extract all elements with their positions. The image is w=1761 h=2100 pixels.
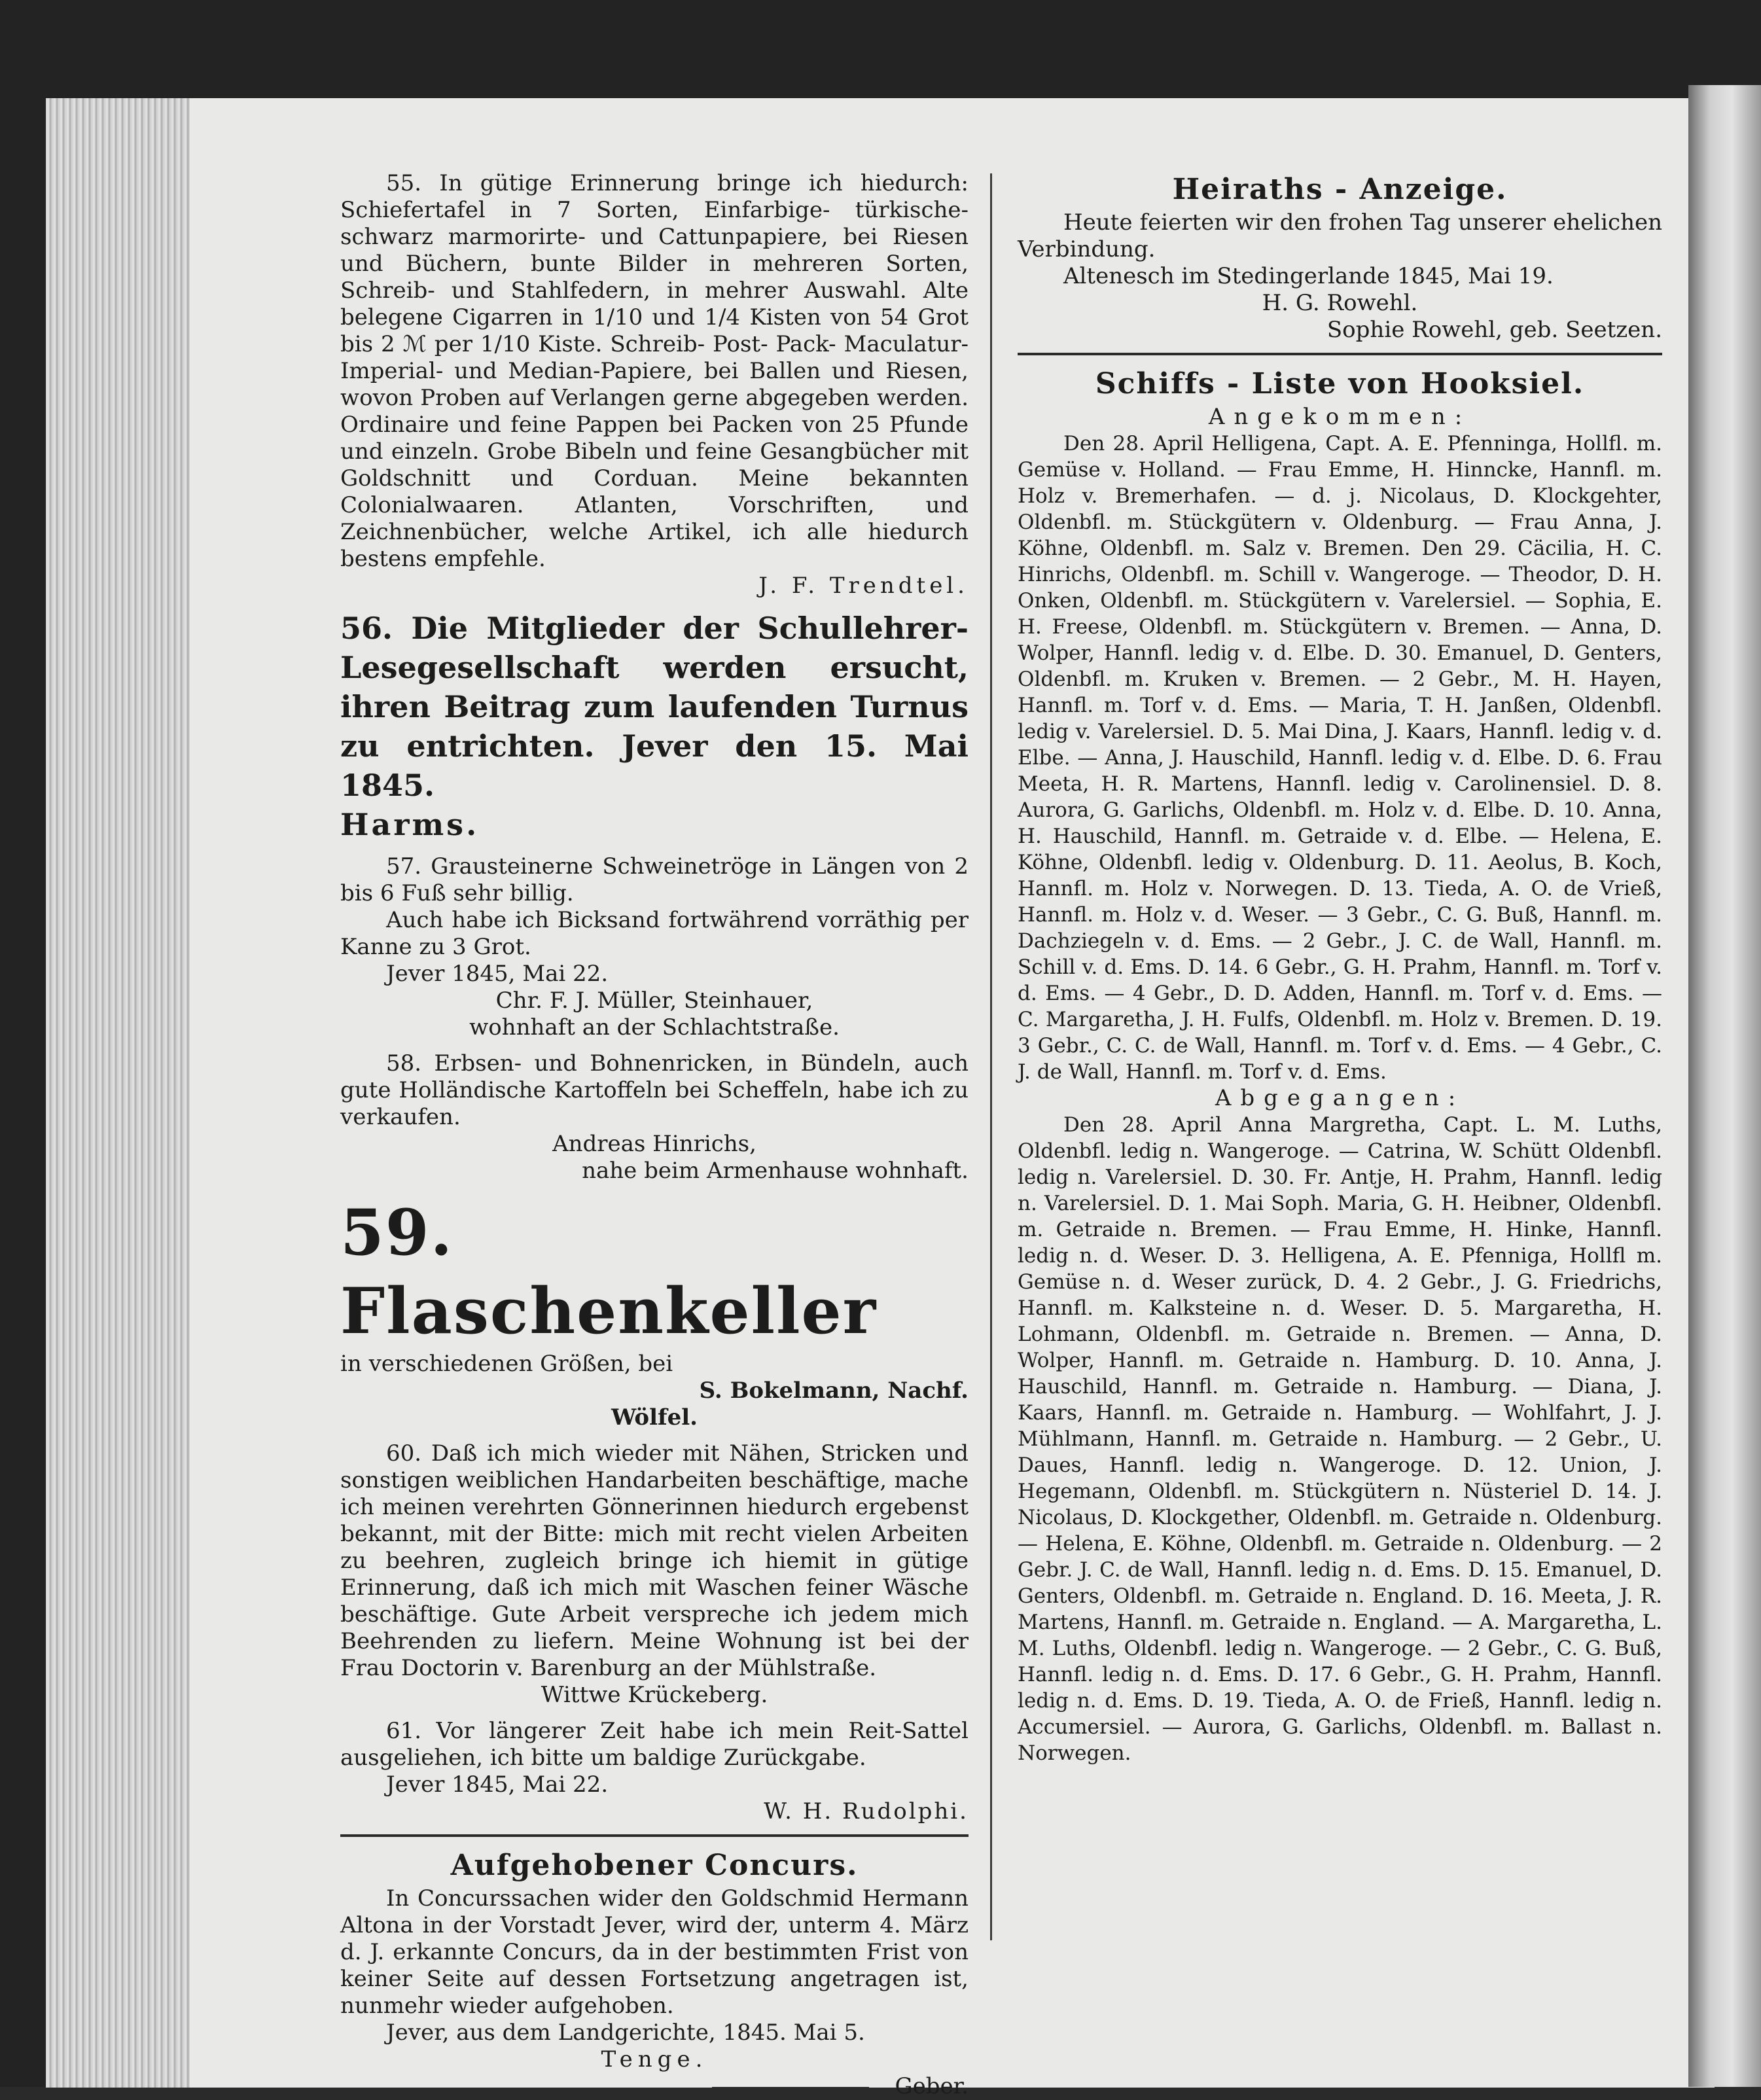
- ad-60: [340, 1440, 969, 1709]
- section-rule-right: [1018, 353, 1662, 355]
- left-column: [340, 170, 969, 2100]
- marriage-name1: H. G. Rowehl.: [1262, 290, 1418, 316]
- ad-57-signature: Chr. F. J. Müller, Steinhauer,: [495, 988, 813, 1014]
- ad-61-signature: W. H. Rudolphi.: [764, 1798, 969, 1824]
- ad-61-date: Jever 1845, Mai 22.: [386, 1771, 609, 1798]
- ad-59-title: 59. Flaschenkeller: [340, 1196, 878, 1348]
- concurs-date: Jever, aus dem Landgerichte, 1845. Mai 5.: [386, 2020, 865, 2046]
- ship-list-title: Schiffs - Liste von Hooksiel.: [1095, 367, 1585, 400]
- ad-60-text: 60. Daß ich mich wieder mit Nähen, Stricken und sonstigen weiblichen Handarbeiten beschäftige, mache ich meinen verehrten Gönnerinnen hiedurch ergebenst bekannt, mit der Bitte: mich mit recht vielen Arbeiten zu beehren, zugleich bringe ich hiemit in gütige Erinnerung, daß ich mich mit Waschen feiner Wäsche beschäftige. Gute Arbeit verspreche ich jedem mich Beehrenden zu liefern. Meine Wohnung ist bei der Frau Doctorin v. Barenburg an der Mühlstraße.: [340, 1440, 969, 1681]
- arrived-list: Den 28. April Helligena, Capt. A. E. Pfenninga, Hollfl. m. Gemüse v. Holland. — Frau Emme, H. Hinncke, Hannfl. m. Holz v. Bremerhafen. — d. j. Nicolaus, D. Klockgehter, Oldenbfl. m. Stückgütern v. Oldenburg. — Frau Anna, J. Köhne, Oldenbfl. m. Salz v. Bremen. Den 29. Cäcilia, H. C. Hinrichs, Oldenbfl. m. Schill v. Wangeroge. — Theodor, D. H. Onken, Oldenbfl. m. Stückgütern v. Varelersiel. — Sophia, E. H. Freese, Oldenbfl. m. Stückgütern v. Bremen. — Anna, D. Wolper, Hannfl. ledig v. d. Elbe. D. 30. Emanuel, D. Genters, Oldenbfl. m. Kruken v. Bremen. — 2 Gebr., M. H. Hayen, Hannfl. m. Torf v. d. Ems. — Maria, T. H. Janßen, Oldenbfl. ledig v. Varelersiel. D. 5. Mai Dina, J. Kaars, Hannfl. ledig v. d. Elbe. — Anna, J. Hauschild, Hannfl. ledig v. d. Elbe. D. 6. Frau Meeta, H. R. Martens, Hannfl. ledig v. Carolinensiel. D. 8. Aurora, G. Garlichs, Oldenbfl. m. Holz v. d. Elbe. D. 10. Anna, H. Hauschild, Hannfl. m. Getraide v. d. Elbe. — Helena, E. Köhne, Oldenbfl. ledig v. Oldenburg. D. 11. Aeolus, B. Koch, Hannfl. m. Holz v. Norwegen. D. 13. Tieda, A. O. de Vrieß, Hannfl. m. Holz v. d. Weser. — 3 Gebr., C. G. Buß, Hannfl. m. Dachziegeln v. d. Ems. — 2 Gebr., J. C. de Wall, Hannfl. m. Schill v. d. Ems. D. 14. 6 Gebr., G. H. Prahm, Hannfl. m. Torf v. d. Ems. — 4 Gebr., D. D. Adden, Hannfl. m. Torf v. d. Ems. — C. Margaretha, J. H. Fulfs, Oldenbfl. m. Holz v. Bremen. D. 19. 3 Gebr., C. C. de Wall, Hannfl. m. Torf v. d. Ems. — 4 Gebr., C. J. de Wall, Hannfl. m. Torf v. d. Ems.: [1018, 432, 1662, 1084]
- marriage-notice: [1018, 170, 1662, 344]
- ad-60-signature: Wittwe Krückeberg.: [541, 1682, 768, 1708]
- ad-61: [340, 1718, 969, 1825]
- book-page-edges: [46, 98, 203, 2088]
- ad-58-text: 58. Erbsen- und Bohnenricken, in Bündeln, auch gute Holländische Kartoffeln bei Scheffeln, habe ich zu verkaufen.: [340, 1050, 969, 1130]
- marriage-name2: Sophie Rowehl, geb. Seetzen.: [1326, 317, 1662, 343]
- ad-61-text: 61. Vor längerer Zeit habe ich mein Reit-Sattel ausgeliehen, ich bitte um baldige Zurückgabe.: [340, 1718, 969, 1771]
- concurs-signature2: Geber.: [895, 2073, 969, 2099]
- ad-59: [340, 1194, 969, 1431]
- marriage-title: Heiraths - Anzeige.: [1172, 173, 1508, 206]
- ad-56-signature: Harms.: [340, 807, 480, 842]
- right-column: [1018, 170, 1662, 1766]
- concurs-notice: [340, 1846, 969, 2100]
- concurs-title: Aufgehobener Concurs.: [450, 1849, 859, 1882]
- concurs-text: In Concurssachen wider den Goldschmid Hermann Altona in der Vorstadt Jever, wird der, unterm 4. März d. J. erkannte Concurs, da in der bestimmten Frist von keiner Seite auf dessen Fortsetzung angetragen ist, nunmehr wieder aufgehoben.: [340, 1885, 969, 2019]
- ad-57-address: wohnhaft an der Schlachtstraße.: [469, 1014, 840, 1041]
- marriage-date: Altenesch im Stedingerlande 1845, Mai 19.: [1063, 263, 1554, 289]
- ad-58-address: nahe beim Armenhause wohnhaft.: [582, 1158, 969, 1184]
- departed-heading: Abgegangen:: [1215, 1085, 1465, 1111]
- ad-59-signature2: Wölfel.: [611, 1404, 698, 1431]
- ad-58-signature: Andreas Hinrichs,: [552, 1131, 756, 1157]
- book-gutter: [1688, 85, 1761, 2087]
- ad-59-line: in verschiedenen Größen, bei: [340, 1351, 673, 1377]
- ad-57-date: Jever 1845, Mai 22.: [386, 961, 609, 987]
- arrived-heading: Angekommen:: [1208, 404, 1472, 430]
- ad-57-line1: 57. Grausteinerne Schweinetröge in Längen von 2 bis 6 Fuß sehr billig.: [340, 853, 969, 906]
- ship-list: [1018, 365, 1662, 1766]
- column-divider: [990, 173, 992, 1940]
- ad-57: [340, 853, 969, 1041]
- ad-56-text: 56. Die Mitglieder der Schullehrer-Lesegesellschaft werden ersucht, ihren Beitrag zum laufenden Turnus zu entrichten. Jever den 15. Mai 1845.: [340, 611, 969, 803]
- ad-57-line2: Auch habe ich Bicksand fortwährend vorräthig per Kanne zu 3 Grot.: [340, 907, 969, 960]
- marriage-text: Heute feierten wir den frohen Tag unserer ehelichen Verbindung.: [1018, 209, 1662, 262]
- concurs-signature: Tenge.: [601, 2046, 708, 2073]
- ad-56: [340, 609, 969, 844]
- ad-55: [340, 170, 969, 599]
- ad-55-text: 55. In gütige Erinnerung bringe ich hiedurch: Schiefertafel in 7 Sorten, Einfarbige- türkische- schwarz marmorirte- und Cattunpapiere, bei Riesen und Büchern, bunte Bilder in mehreren Sorten, Schreib- und Stahlfedern, in mehrer Auswahl. Alte belegene Cigarren in 1/10 und 1/4 Kisten von 54 Grot bis 2 ℳ per 1/10 Kiste. Schreib- Post- Pack- Maculatur- Imperial- und Median-Papiere, bei Ballen und Riesen, wovon Proben auf Verlangen gerne abgegeben werden. Ordinaire und feine Pappen bei Packen von 25 Pfunde und einzeln. Grobe Bibeln und feine Gesangbücher mit Goldschnitt und Corduan. Meine bekannten Colonialwaaren. Atlanten, Vorschriften, und Zeichnenbücher, welche Artikel, ich alle hiedurch bestens empfehle.: [340, 170, 969, 572]
- section-rule: [340, 1834, 969, 1837]
- ad-58: [340, 1050, 969, 1184]
- ad-55-signature: J. F. Trendtel.: [758, 573, 969, 599]
- departed-list: Den 28. April Anna Margretha, Capt. L. M. Luths, Oldenbfl. ledig n. Wangeroge. — Catrina, W. Schütt Oldenbfl. ledig n. Varelersiel. D. 30. Fr. Antje, H. Prahm, Hannfl. ledig n. Varelersiel. D. 1. Mai Soph. Maria, G. H. Heibner, Oldenbfl. m. Getraide n. Bremen. — Frau Emme, H. Hinke, Hannfl. ledig n. d. Weser. D. 3. Helligena, A. E. Pfenniga, Hollfl m. Gemüse n. d. Weser zurück, D. 4. 2 Gebr., J. G. Friedrichs, Hannfl. m. Kalksteine n. d. Weser. D. 5. Margaretha, H. Lohmann, Oldenbfl. m. Getraide n. Bremen. — Anna, D. Wolper, Hannfl. m. Getraide n. Hamburg. D. 10. Anna, J. Hauschild, Hannfl. m. Getraide n. Hamburg. — Diana, J. Kaars, Hannfl. m. Getraide n. Hamburg. — Wohlfahrt, J. J. Mühlmann, Hannfl. m. Getraide n. Hamburg. — 2 Gebr., U. Daues, Hannfl. ledig n. Wangeroge. D. 12. Union, J. Hegemann, Oldenbfl. m. Stückgütern n. Nüsteriel D. 14. J. Nicolaus, D. Klockgether, Oldenbfl. m. Getraide n. Oldenburg. — Helena, E. Köhne, Oldenbfl. m. Getraide n. Oldenburg. — 2 Gebr. J. C. de Wall, Hannfl. ledig n. d. Ems. D. 15. Emanuel, D. Genters, Oldenbfl. m. Getraide n. England. D. 16. Meeta, J. R. Martens, Hannfl. m. Getraide n. England. — A. Margaretha, L. M. Luths, Oldenbfl. ledig n. Wangeroge. — 2 Gebr., C. G. Buß, Hannfl. ledig n. d. Ems. D. 17. 6 Gebr., G. H. Prahm, Hannfl. ledig n. d. Ems. D. 19. Tieda, A. O. de Frieß, Hannfl. ledig n. Accumersiel. — Aurora, G. Garlichs, Oldenbfl. m. Ballast n. Norwegen.: [1018, 1113, 1662, 1765]
- ad-59-signature: S. Bokelmann, Nachf.: [699, 1378, 969, 1404]
